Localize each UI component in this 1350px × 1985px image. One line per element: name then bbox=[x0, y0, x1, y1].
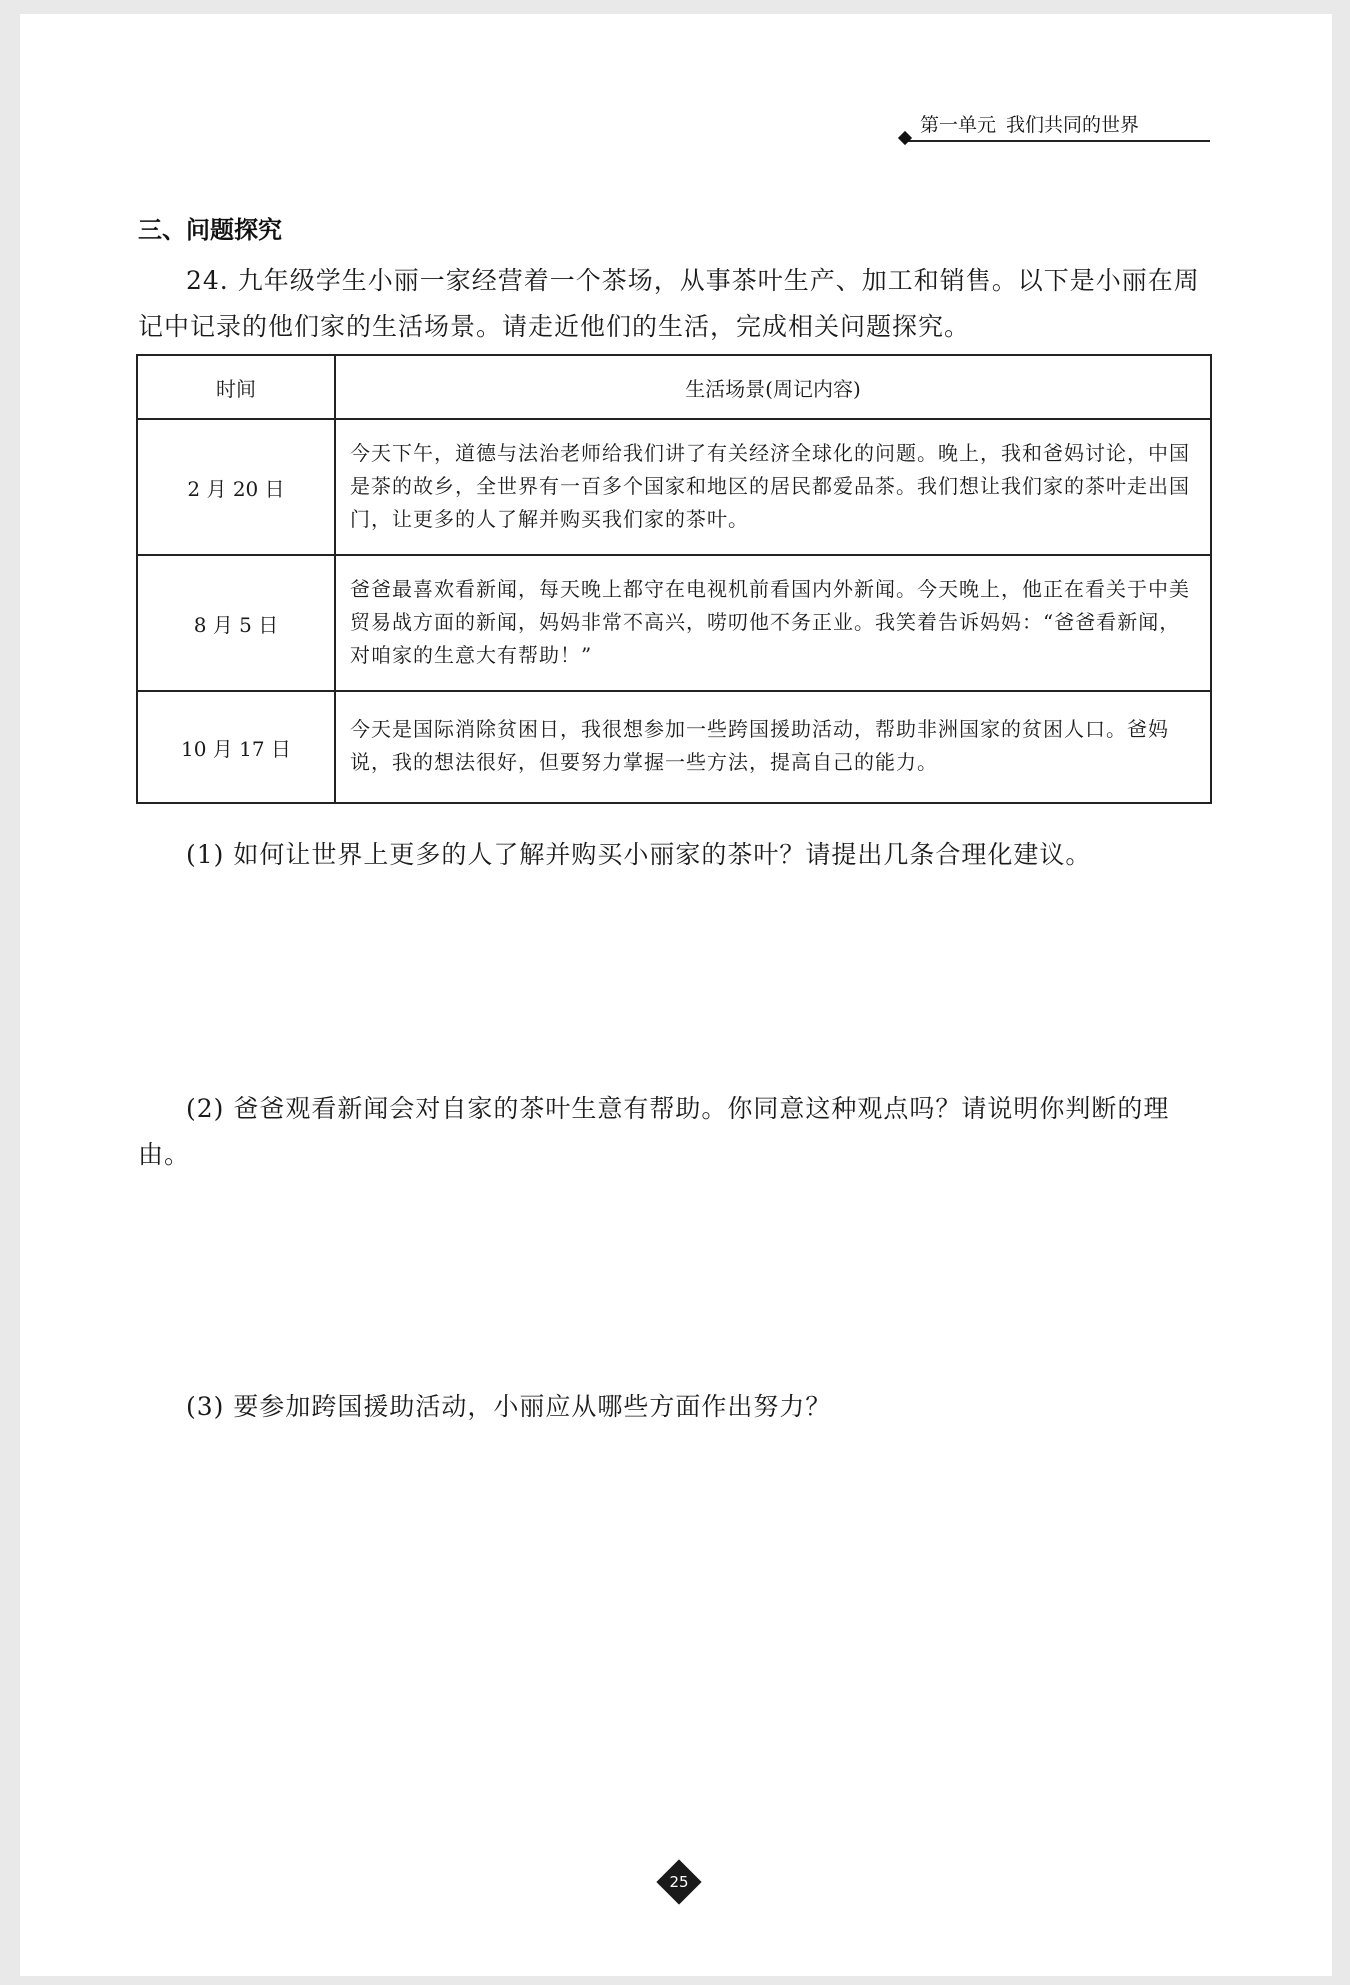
sub-question-1: (1) 如何让世界上更多的人了解并购买小丽家的茶叶？请提出几条合理化建议。 bbox=[186, 840, 1092, 869]
row-content: 爸爸最喜欢看新闻，每天晚上都守在电视机前看国内外新闻。今天晚上，他正在看关于中美贸易战方面的新闻，妈妈非常不高兴，唠叨他不务正业。我笑着告诉妈妈：“爸爸看新闻，对咱家的生意大有帮助！” bbox=[335, 555, 1211, 691]
section-title: 三、问题探究 bbox=[138, 216, 282, 244]
page-number-badge bbox=[657, 1860, 701, 1904]
workbook-page bbox=[20, 14, 1332, 1976]
unit-title: 我们共同的世界 bbox=[1006, 113, 1140, 136]
page-number: 25 bbox=[669, 1873, 689, 1891]
table-row bbox=[137, 691, 1211, 803]
row-content: 今天下午，道德与法治老师给我们讲了有关经济全球化的问题。晚上，我和爸妈讨论，中国是茶的故乡，全世界有一百多个国家和地区的居民都爱品茶。我们想让我们家的茶叶走出国门，让更多的人了解并购买我们家的茶叶。 bbox=[335, 419, 1211, 555]
row-content: 今天是国际消除贫困日，我很想参加一些跨国援助活动，帮助非洲国家的贫困人口。爸妈说，我的想法很好，但要努力掌握一些方法，提高自己的能力。 bbox=[335, 691, 1211, 803]
sub-question-2: (2) 爸爸观看新闻会对自家的茶叶生意有帮助。你同意这种观点吗？请说明你判断的理由。 bbox=[138, 1094, 1170, 1169]
sub-question-3: (3) 要参加跨国援助活动，小丽应从哪些方面作出努力？ bbox=[186, 1392, 832, 1421]
diary-table bbox=[136, 354, 1212, 804]
column-header-time: 时间 bbox=[137, 355, 335, 419]
table-row bbox=[137, 419, 1211, 555]
running-head bbox=[905, 106, 1210, 142]
question-intro: 24. 九年级学生小丽一家经营着一个茶场，从事茶叶生产、加工和销售。以下是小丽在周记中记录的他们家的生活场景。请走近他们的生活，完成相关问题探究。 bbox=[138, 266, 1200, 341]
diamond-bullet-icon bbox=[898, 131, 912, 145]
table-row bbox=[137, 555, 1211, 691]
unit-label: 第一单元 bbox=[920, 113, 997, 136]
row-date: 8 月 5 日 bbox=[137, 555, 335, 691]
table-header-row bbox=[137, 355, 1211, 419]
row-date: 2 月 20 日 bbox=[137, 419, 335, 555]
column-header-scene: 生活场景(周记内容) bbox=[335, 355, 1211, 419]
row-date: 10 月 17 日 bbox=[137, 691, 335, 803]
